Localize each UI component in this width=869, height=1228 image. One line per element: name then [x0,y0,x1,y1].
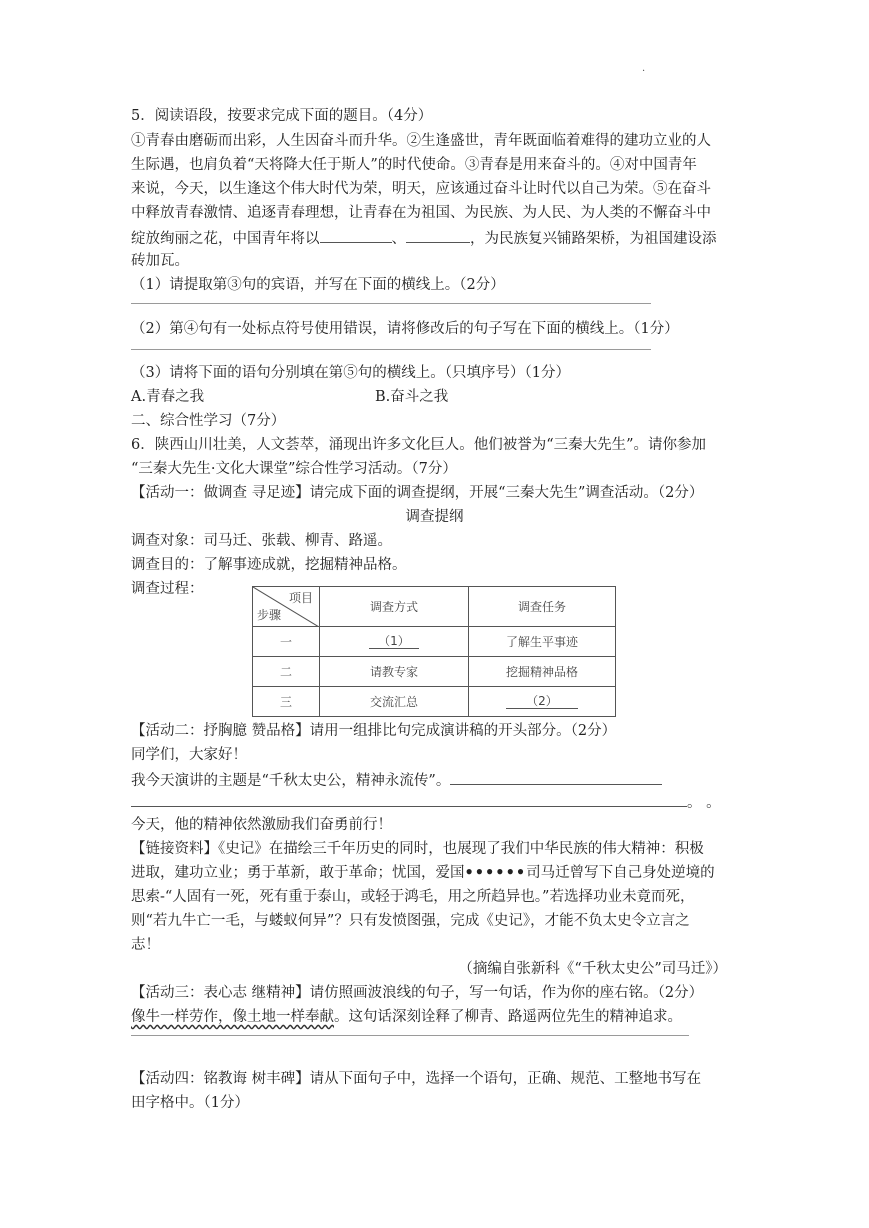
q5-sub2-answer-line[interactable] [131,349,651,350]
survey-process-label: 调查过程： [131,581,204,597]
q5-para-line-5 [131,227,717,249]
header-method: 调查方式 [320,587,469,627]
method-cell[interactable] [320,627,469,657]
outline-title: 调查提纲 [405,509,464,525]
activity-3-example [131,1007,682,1027]
q6-intro-line-1: 6．陕西山川壮美，人文荟萃，涌现出许多文化巨人。他们被誉为“三秦大先生”。请你参加 [131,437,707,453]
link-line2-pre: 进取，建功立业；勇于革新，敢于革命；忧国，爱国 [131,865,465,881]
survey-table [252,586,616,717]
q5-sub2: （2）第④句有一处标点符号使用错误，请将修改后的句子写在下面的横线上。（1分） [131,321,679,337]
q5-para-line-3: 来说，今天，以生逢这个伟大时代为荣，明天，应该通过奋斗让时代以自己为荣。⑤在奋斗 [131,181,711,197]
method-blank-1[interactable]: （1） [369,634,419,649]
task-blank-2[interactable]: （2） [506,694,578,709]
corner-label-item: 项目 [288,591,313,605]
method-cell: 请教专家 [320,657,469,687]
q5-line5-post: ，为民族复兴铺路架桥，为祖国建设添 [470,231,717,247]
q5-option-a: A.青春之我 [131,389,205,405]
activity-1-heading: 【活动一：做调查 寻足迹】请完成下面的调查提纲，开展“三秦大先生”调查活动。（2分） [131,485,704,501]
speech-greeting: 同学们，大家好！ [131,747,247,763]
speech-topic-line [131,769,662,791]
activity-3-heading: 【活动三：表心志 继精神】请仿照画波浪线的句子，写一句话，作为你的座右铭。（2分） [131,985,704,1001]
survey-table-corner-cell [253,587,320,627]
speech-topic: 我今天演讲的主题是“千秋太史公，精神永流传”。 [131,773,451,789]
step-cell: 一 [253,627,320,657]
method-cell: 交流汇总 [320,687,469,717]
corner-dot: · [642,66,646,77]
link-material-line-4: 则“若九牛亡一毛，与蝼蚁何异”？只有发愤图强，完成《史记》，才能不负太史令立言之 [131,913,690,929]
corner-label-step: 步骤 [257,608,282,622]
q5-para-line-4: 中释放青春激情、追逐青春理想，让青春在为祖国、为民族、为人民、为人类的不懈奋斗中 [131,205,711,221]
q5-option-b: B.奋斗之我 [375,389,449,405]
step-cell: 二 [253,657,320,687]
activity-2-heading: 【活动二：抒胸臆 赞品格】请用一组排比句完成演讲稿的开头部分。（2分） [131,723,617,739]
wavy-underlined-sentence: 像牛一样劳作，像土地一样奉献 [131,1009,334,1025]
speech-blank-end: 。 。 [687,795,721,811]
link-material-line-3: 思索-“人固有一死，死有重于泰山，或轻于鸿毛，用之所趋异也。”若选择功业未竟而死， [131,889,695,905]
activity-4-heading-line-1: 【活动四：铭教诲 树丰碑】请从下面句子中，选择一个语句，正确、规范、工整地书写在 [131,1071,702,1087]
speech-blank-2[interactable] [131,791,687,807]
link-material-line-1: 【链接资料】《史记》在描绘三千年历史的同时，也展现了我们中华民族的伟大精神：积极 [131,841,704,857]
q5-para-line-1: ①青春由磨砺而出彩，人生因奋斗而升华。②生逢盛世，青年既面临着难得的建功立业的人 [131,133,711,149]
task-cell[interactable] [469,687,616,717]
link-line2-post: 司马迁曾写下自己身处逆境的 [526,865,715,881]
speech-today: 今天，他的精神依然激励我们奋勇前行！ [131,817,392,833]
speech-blank-line-2 [131,791,721,813]
q5-title: 5．阅读语段，按要求完成下面的题目。（4分） [131,108,433,124]
survey-purpose: 调查目的：了解事迹成就，挖掘精神品格。 [131,557,407,573]
section-2-heading: 二、综合性学习（7分） [131,413,286,429]
link-material-line-5: 志！ [131,937,160,953]
q5-line5-pre: 绽放绚丽之花，中国青年将以 [131,231,320,247]
task-cell: 了解生平事迹 [469,627,616,657]
table-row [253,687,616,717]
table-row [253,657,616,687]
q5-blank-2[interactable] [406,227,470,243]
task-cell: 挖掘精神品格 [469,657,616,687]
q5-para-line-6: 砖加瓦。 [131,253,189,269]
ellipsis-dots: •••••• [464,864,527,881]
survey-target: 调查对象：司马迁、张载、柳青、路遥。 [131,533,392,549]
link-material-line-2 [131,863,715,883]
header-task: 调查任务 [469,587,616,627]
table-row [253,627,616,657]
link-material-source: （摘编自张新科《“千秋太史公”司马迁》） [458,961,727,977]
activity-4-heading-line-2: 田字格中。（1分） [131,1095,249,1111]
q5-para-line-2: 生际遇，也肩负着“天将降大任于斯人”的时代使命。③青春是用来奋斗的。④对中国青年 [131,157,697,173]
survey-table-header-row [253,587,616,627]
q6-intro-line-2: “三秦大先生·文化大课堂”综合性学习活动。（7分） [131,461,457,477]
speech-blank-1[interactable] [450,769,662,785]
q5-sub1-answer-line[interactable] [131,303,651,304]
step-cell: 三 [253,687,320,717]
q5-line5-mid: 、 [391,231,406,247]
q5-blank-1[interactable] [320,227,392,243]
activity-3-explanation: 。这句话深刻诠释了柳青、路遥两位先生的精神追求。 [334,1009,682,1025]
q5-sub3: （3）请将下面的语句分别填在第⑤句的横线上。（只填序号）（1分） [131,365,570,381]
activity-3-answer-line[interactable] [131,1035,689,1036]
q5-sub1: （1）请提取第③句的宾语，并写在下面的横线上。（2分） [131,277,505,293]
